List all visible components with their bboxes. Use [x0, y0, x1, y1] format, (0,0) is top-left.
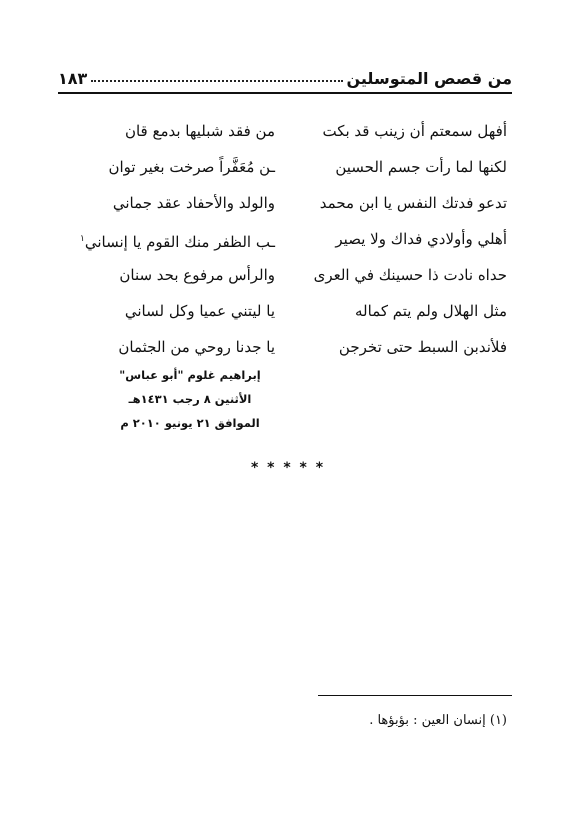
- verse-right-6: مثل الهلال ولم يتم كماله: [355, 302, 507, 320]
- footnote-text: (١) إنسان العين : بؤبؤها .: [369, 713, 507, 728]
- signature-date-gregorian: الموافق ٢١ يونيو ٢٠١٠ م: [120, 416, 260, 430]
- verse-left-1: من فقد شبليها بدمع قان: [124, 122, 275, 140]
- verse-left-7: يا جدنا روحي من الجثمان: [118, 338, 275, 356]
- signature-author: إبراهيم غلوم "أبو عباس": [119, 368, 261, 382]
- verse-right-7: فلأندبن السبط حتى تخرجن: [338, 338, 507, 356]
- running-header: [58, 58, 512, 88]
- verse-right-1: أفهل سمعتم أن زينب قد بكت: [322, 122, 507, 140]
- verse-left-3: والولد والأحفاد عقد جماني: [112, 194, 275, 212]
- header-dot-leader: [91, 80, 342, 82]
- verse-left-2: ـن مُعَفَّراً صرخت بغير توان: [108, 158, 275, 176]
- section-separator: * * * * *: [250, 460, 326, 476]
- verse-right-2: لكنها لما رأت جسم الحسين: [335, 158, 507, 176]
- verse-left-5: والرأس مرفوع بحد سنان: [119, 266, 275, 284]
- verse-left-6: يا ليتني عميا وكل لساني: [124, 302, 275, 320]
- signature-date-hijri: الأثنين ٨ رجب ١٤٣١هـ: [128, 392, 252, 406]
- verse-left-4: [75, 224, 275, 254]
- footnote-marker: ١: [80, 234, 85, 244]
- header-rule: [58, 92, 512, 94]
- verse-right-5: حداه نادت ذا حسينك في العرى: [313, 266, 507, 284]
- header-title: من قصص المتوسلين: [346, 69, 512, 88]
- verse-right-4: أهلي وأولادي فداك ولا يصير: [335, 230, 507, 248]
- footnote-rule: [318, 695, 512, 696]
- verse-left-4-text: ـب الظفر منك القوم يا إنساني: [84, 233, 275, 251]
- verse-right-3: تدعو فدتك النفس يا ابن محمد: [319, 194, 507, 212]
- page-number: ١٨٣: [58, 69, 88, 88]
